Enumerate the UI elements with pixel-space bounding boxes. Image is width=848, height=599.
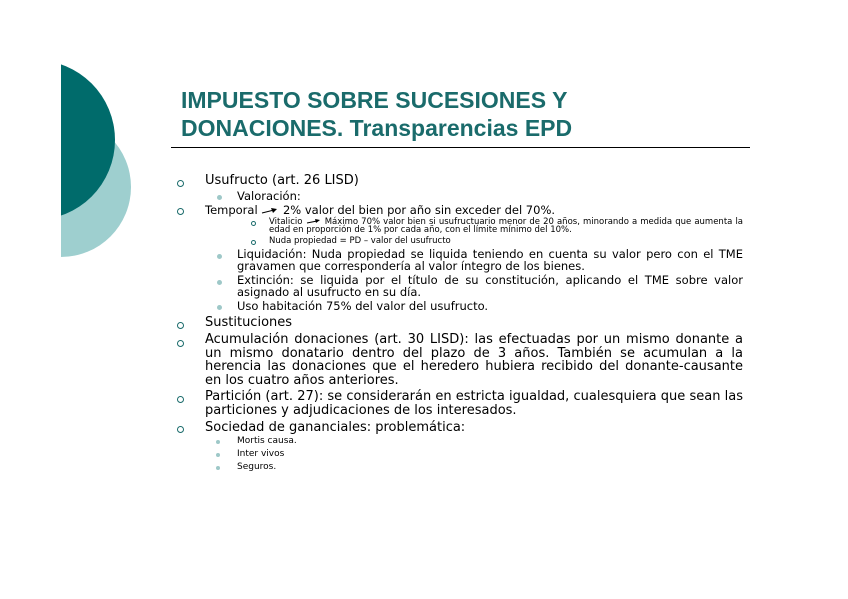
sociedad-text: Sociedad de gananciales: problemática: (205, 420, 466, 435)
bullet-icon (217, 195, 222, 200)
extincion-text: Extinción: se liquida por el título de su constitución, aplicando el TME sobre valor asignado al usufructo en su día. (237, 273, 743, 299)
title-line-1: IMPUESTO SOBRE SUCESIONES Y (181, 87, 568, 113)
arrow-right-icon (306, 218, 322, 225)
nuda-text: Nuda propiedad = PD – valor del usufructo (269, 236, 451, 246)
title-line-2: DONACIONES. Transparencias EPD (181, 115, 573, 141)
inter-text: Inter vivos (237, 449, 285, 459)
bullet-icon (177, 396, 184, 403)
temporal-line (205, 205, 555, 217)
valoracion-text: Valoración: (237, 189, 301, 203)
temporal-text: 2% valor del bien por año sin exceder del 70%. (282, 203, 556, 217)
bullet-icon (177, 180, 184, 187)
bullet-icon (217, 254, 222, 259)
bullet-icon (216, 453, 220, 457)
bullet-icon (217, 280, 222, 285)
bullet-icon (177, 340, 184, 347)
bullet-icon (177, 208, 184, 215)
vitalicio-text (269, 218, 743, 235)
temporal-label: Temporal (205, 203, 258, 217)
bullet-icon (177, 322, 184, 329)
bullet-icon (217, 305, 222, 310)
arrow-right-icon (261, 207, 279, 215)
particion-text: Partición (art. 27): se considerarán en estricta igualdad, cualesquiera que sean las particiones y adjudicaciones de los interesados. (205, 389, 743, 418)
bullet-icon (251, 221, 256, 226)
bullet-icon (177, 426, 184, 433)
bullet-icon (216, 466, 220, 470)
seguros-text: Seguros. (237, 462, 277, 472)
bullet-icon (216, 440, 220, 444)
usufructo-text: Usufructo (art. 26 LISD) (205, 173, 359, 188)
habitacion-text: Uso habitación 75% del valor del usufructo. (237, 299, 489, 313)
sustituciones-text: Sustituciones (205, 315, 293, 330)
liquidacion-text: Liquidación: Nuda propiedad se liquida teniendo en cuenta su valor pero con el TME gravamen que correspondería al valor íntegro de los bienes. (237, 247, 743, 273)
vitalicio-label: Vitalicio (269, 217, 303, 227)
vitalicio-body: Máximo 70% valor bien si usufructuario menor de 20 años, minorando a medida que aumenta la edad en proporción de 1% por cada año, con el límite mínimo del 10%. (269, 217, 744, 236)
bullet-icon (251, 240, 256, 245)
mortis-text: Mortis causa. (237, 436, 297, 446)
acumulacion-text: Acumulación donaciones (art. 30 LISD): las efectuadas por un mismo donante a un mismo donatario dentro del plazo de 3 años. También se acumulan a la herencia las donaciones que el heredero hubiera recibido del donante-causante en los cuatro años anteriores. (205, 332, 743, 388)
